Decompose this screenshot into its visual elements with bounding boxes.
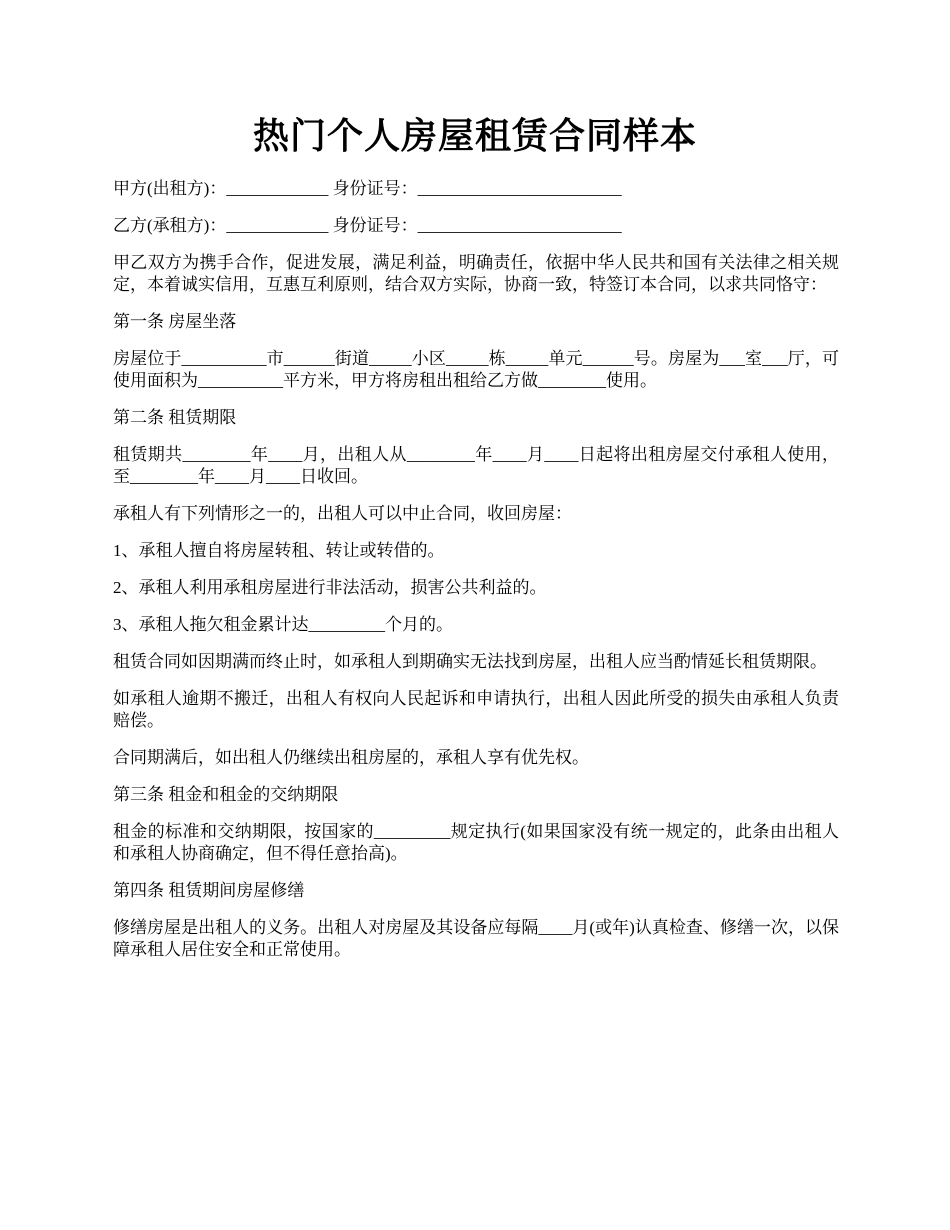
termination-item-3: 3、承租人拖欠租金累计达_________个月的。 <box>113 615 453 634</box>
termination-intro: 承租人有下列情形之一的，出租人可以中止合同，收回房屋： <box>113 504 572 523</box>
article-3-heading: 第三条 租金和租金的交纳期限 <box>113 785 339 804</box>
article-4-text: 修缮房屋是出租人的义务。出租人对房屋及其设备应每隔____月(或年)认真检查、修缮一次，以保障承租人居住安全和正常使用。 <box>113 918 839 959</box>
article-2-text: 租赁期共________年____月，出租人从________年____月____日起将出租房屋交付承租人使用，至________年____月____日收回。 <box>113 445 839 486</box>
expiry-extension: 租赁合同如因期满而终止时，如承租人到期确实无法找到房屋，出租人应当酌情延长租赁期限。 <box>113 652 827 671</box>
article-2-heading: 第二条 租赁期限 <box>113 408 237 427</box>
article-1-text: 房屋位于__________市______街道_____小区_____栋_____单元______号。房屋为___室___厅，可使用面积为__________平方米，甲方将房租出租给乙方做________使用。 <box>113 349 839 390</box>
termination-item-1: 1、承租人擅自将房屋转租、转让或转借的。 <box>113 541 445 560</box>
termination-item-2: 2、承租人利用承租房屋进行非法活动，损害公共利益的。 <box>113 578 547 597</box>
article-3-text: 租金的标准和交纳期限，按国家的_________规定执行(如果国家没有统一规定的，此条由出租人和承租人协商确定，但不得任意抬高)。 <box>113 822 839 863</box>
article-1-heading: 第一条 房屋坐落 <box>113 312 237 331</box>
overstay-clause: 如承租人逾期不搬迁，出租人有权向人民起诉和申请执行，出租人因此所受的损失由承租人负责赔偿。 <box>113 689 839 730</box>
article-4-heading: 第四条 租赁期间房屋修缮 <box>113 881 305 900</box>
priority-clause: 合同期满后，如出租人仍继续出租房屋的，承租人享有优先权。 <box>113 748 589 767</box>
document-body <box>113 178 839 976</box>
document-title: 热门个人房屋租赁合同样本 <box>252 116 697 156</box>
preamble: 甲乙双方为携手合作，促进发展，满足利益，明确责任，依据中华人民共和国有关法律之相关规定，本着诚实信用，互惠互利原则，结合双方实际，协商一致，特签订本合同，以求共同恪守： <box>113 253 839 294</box>
party-a-line: 甲方(出租方)：____________ 身份证号：________________________ <box>113 179 622 198</box>
party-b-line: 乙方(承租方)：____________ 身份证号：________________________ <box>113 216 622 235</box>
